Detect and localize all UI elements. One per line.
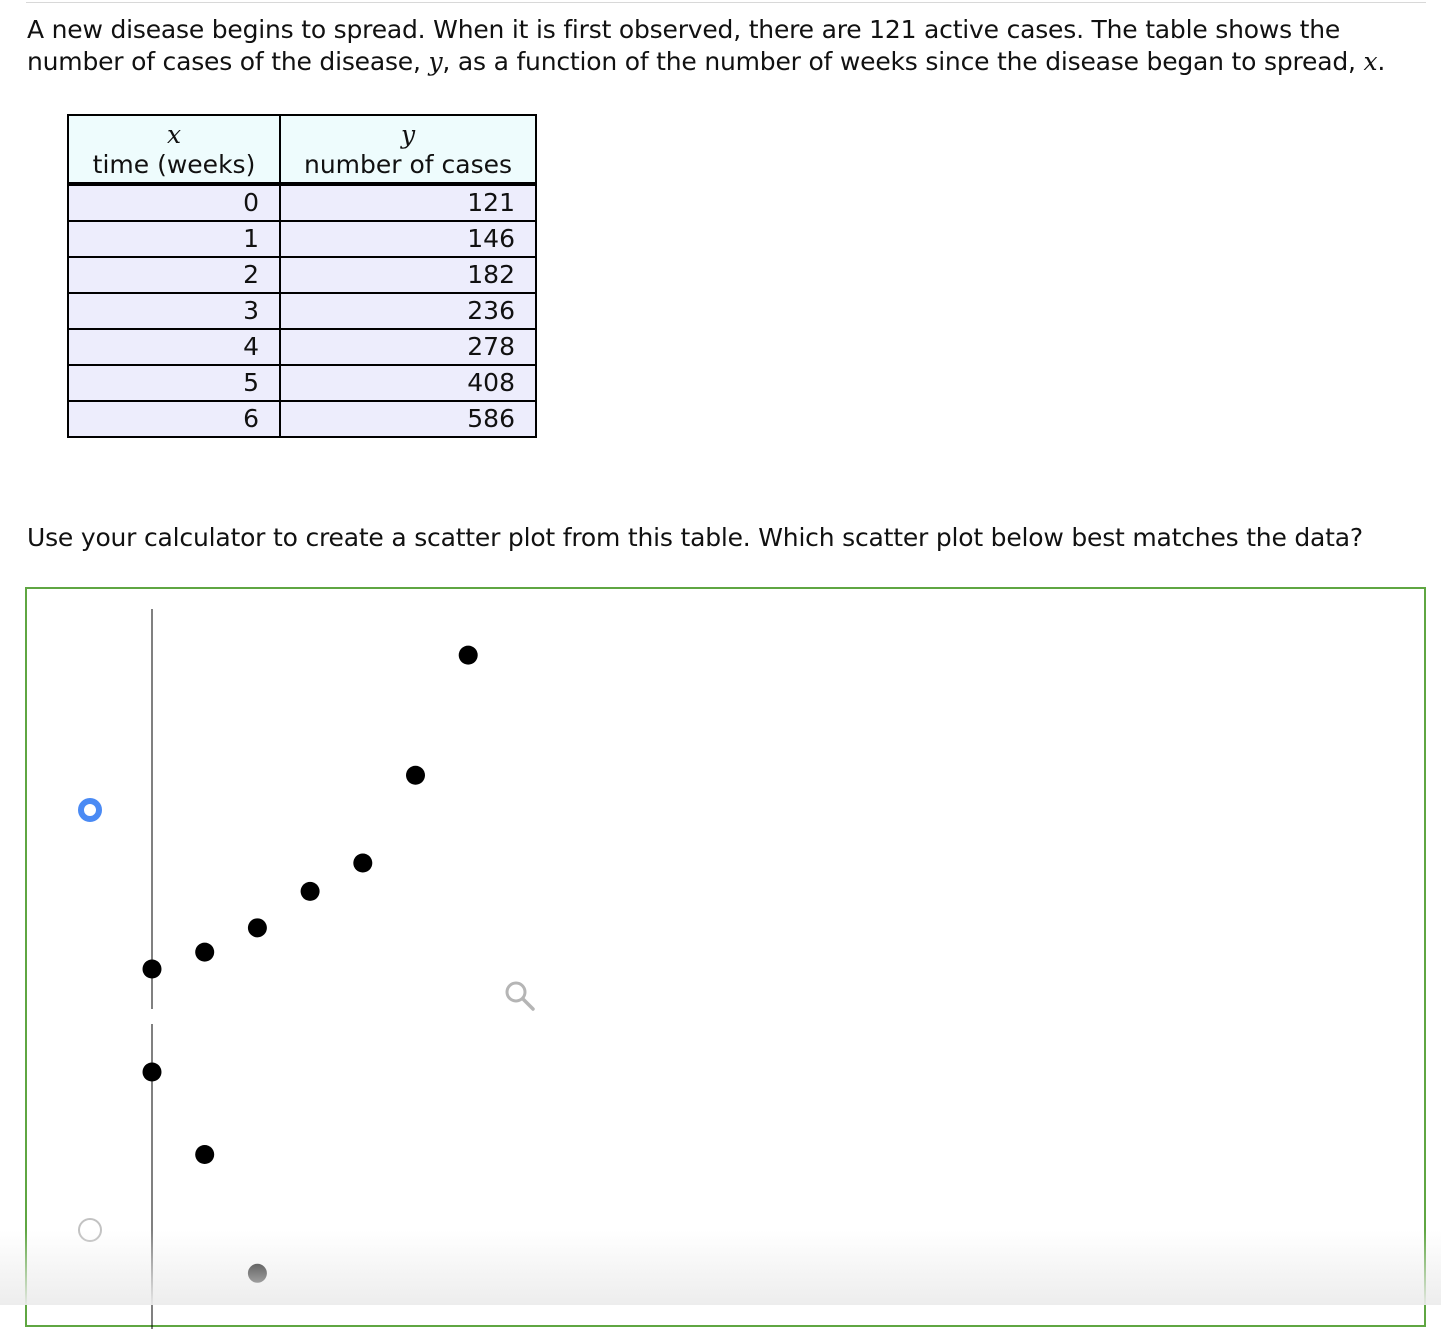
table-cell-x: 0 — [68, 184, 280, 221]
table-row — [68, 329, 536, 365]
question-text: Use your calculator to create a scatter plot from this table. Which scatter plot below best matches the data? — [27, 523, 1363, 552]
table-cell-y: 408 — [280, 365, 536, 401]
table-cell-y: 146 — [280, 221, 536, 257]
col-header-x — [68, 115, 280, 184]
table-row — [68, 293, 536, 329]
scatter-point — [143, 1063, 162, 1082]
table-row — [68, 221, 536, 257]
table-row — [68, 401, 536, 437]
table-cell-x: 5 — [68, 365, 280, 401]
intro-text-2: , as a function of the number of weeks since the disease began to spread, — [442, 47, 1364, 76]
intro-text-3: . — [1377, 47, 1386, 76]
col-x-var: x — [166, 120, 182, 149]
col-y-var: y — [400, 120, 416, 149]
table-cell-y: 586 — [280, 401, 536, 437]
table-row — [68, 184, 536, 221]
col-y-label: number of cases — [303, 150, 513, 179]
answer-choices — [25, 587, 1426, 1327]
table-cell-y: 121 — [280, 184, 536, 221]
table-row — [68, 365, 536, 401]
table-cell-x: 1 — [68, 221, 280, 257]
scatter-point — [248, 1264, 267, 1283]
table-cell-x: 4 — [68, 329, 280, 365]
table-cell-x: 6 — [68, 401, 280, 437]
col-x-label: time (weeks) — [92, 150, 256, 179]
scatter-point — [195, 1145, 214, 1164]
top-divider — [26, 2, 1426, 3]
table-cell-x: 2 — [68, 257, 280, 293]
table-row — [68, 257, 536, 293]
var-x: x — [1363, 47, 1378, 76]
table-cell-y: 236 — [280, 293, 536, 329]
data-table — [67, 114, 537, 438]
table-body — [68, 184, 536, 437]
col-header-y — [280, 115, 536, 184]
problem-intro — [27, 14, 1427, 78]
intro-text-1: A new disease begins to spread. When it is first observed, there are 121 active cases. The table shows the number of cases of the disease, — [27, 15, 1341, 76]
table-cell-x: 3 — [68, 293, 280, 329]
var-y: y — [428, 47, 443, 76]
scatter-plot-choice-2[interactable] — [27, 589, 1427, 1329]
table-cell-y: 278 — [280, 329, 536, 365]
table-cell-y: 182 — [280, 257, 536, 293]
